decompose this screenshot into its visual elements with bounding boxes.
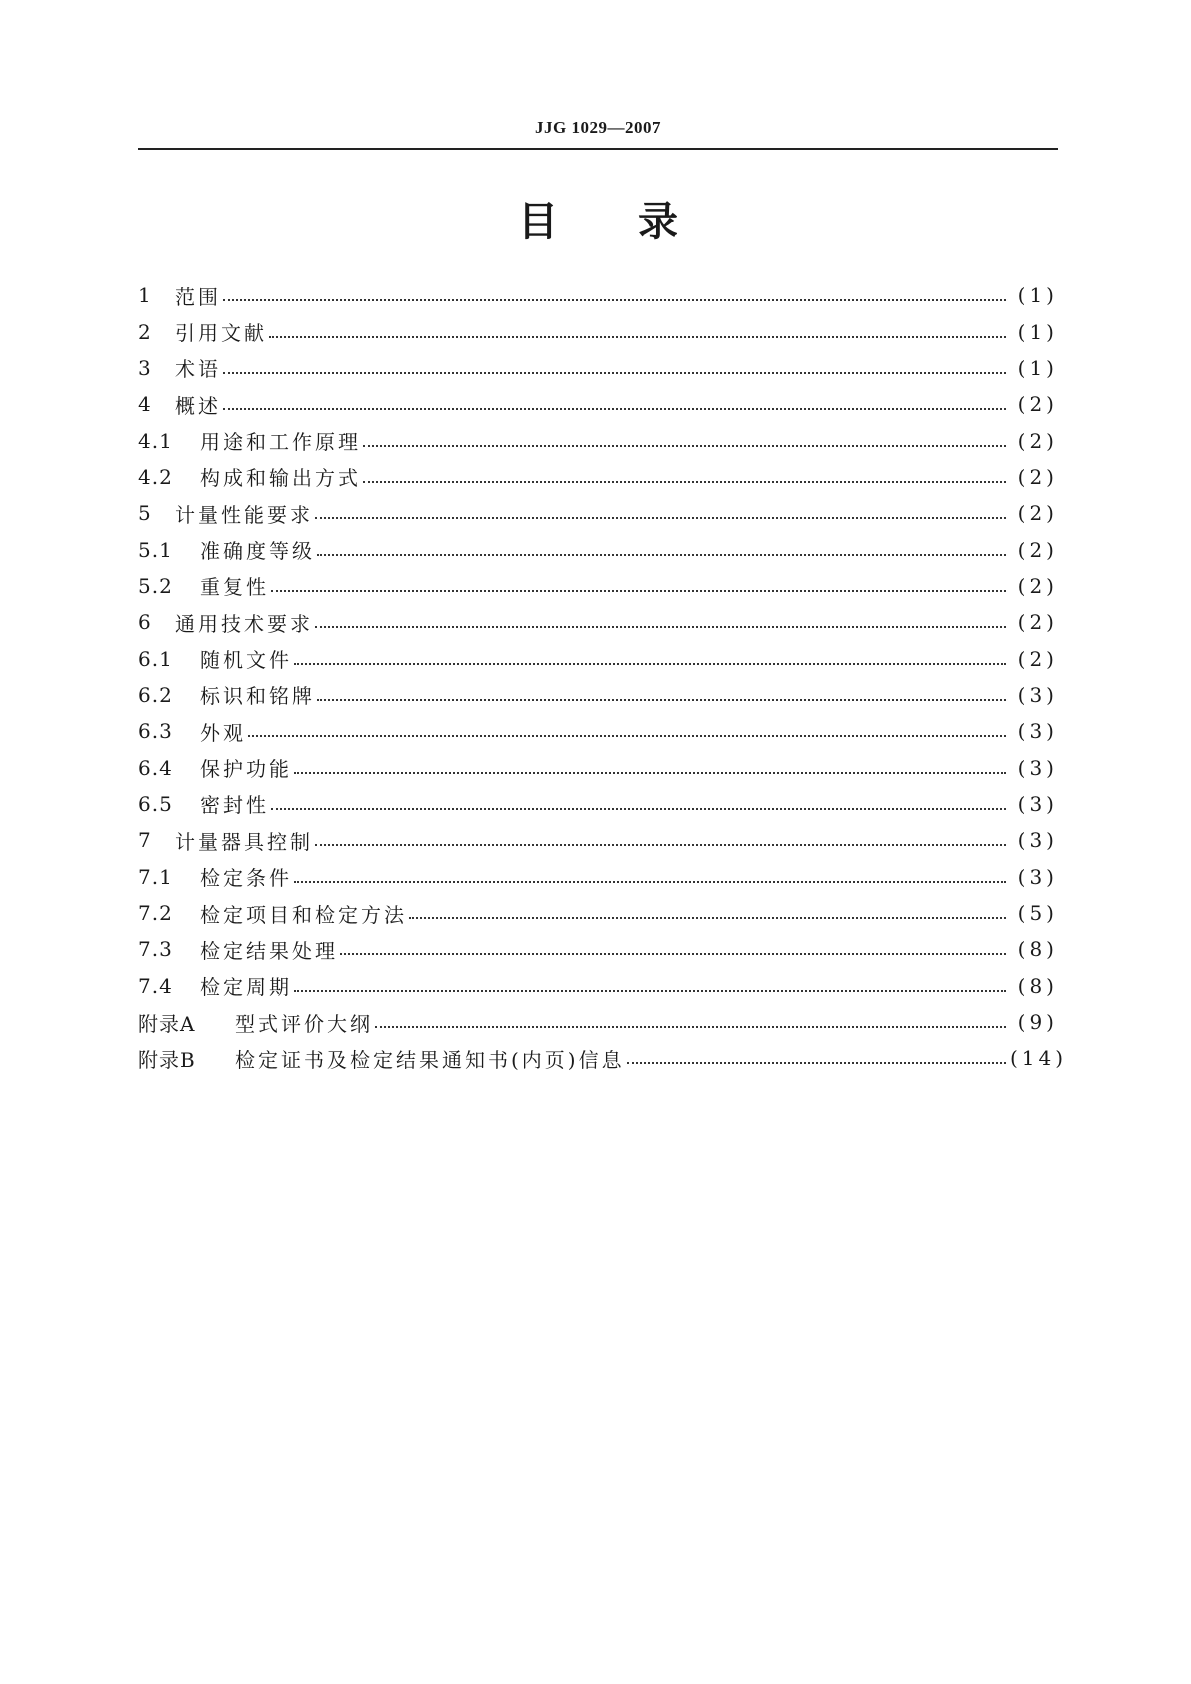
toc-entry-number: 7.1 <box>138 864 173 889</box>
toc-entry-page: (8) <box>1017 973 1058 998</box>
toc-entry-number: 7.4 <box>138 973 173 998</box>
toc-entry-page: (3) <box>1017 682 1058 707</box>
toc-title-char-1: 目 <box>518 199 558 245</box>
toc-entry-number: 6.5 <box>138 791 173 816</box>
toc-entry[interactable] <box>138 968 1058 1004</box>
toc-leader-dots <box>315 830 1006 850</box>
toc-leader-dots <box>294 976 1006 996</box>
toc-entry-number: 5.1 <box>138 537 173 562</box>
toc-entry[interactable] <box>138 531 1058 567</box>
toc-leader-dots <box>294 867 1006 887</box>
toc-leader-dots <box>317 540 1006 560</box>
toc-entry-label: 准确度等级 <box>200 539 315 564</box>
toc-leader-dots <box>409 903 1006 923</box>
toc-entry-label: 检定项目和检定方法 <box>200 902 407 927</box>
toc-entry-number: 6.3 <box>138 719 173 744</box>
toc-entry[interactable] <box>138 859 1058 895</box>
toc-entry-label: 用途和工作原理 <box>200 430 361 455</box>
toc-entry[interactable] <box>138 895 1058 931</box>
toc-entry-label: 重复性 <box>200 575 269 600</box>
toc-entry[interactable] <box>138 350 1058 386</box>
toc-entry-label: 随机文件 <box>200 648 292 673</box>
toc-leader-dots <box>223 285 1006 305</box>
toc-entry-label: 检定结果处理 <box>200 938 338 963</box>
toc-entry-number: 7.3 <box>138 937 173 962</box>
toc-entry-page: (2) <box>1017 646 1058 671</box>
toc-entry-page: (2) <box>1017 501 1058 526</box>
toc-entry-label: 通用技术要求 <box>175 611 313 636</box>
toc-entry-label: 检定条件 <box>200 866 292 891</box>
toc-leader-dots <box>271 576 1006 596</box>
toc-entry-label: 检定周期 <box>200 975 292 1000</box>
toc-leader-dots <box>317 685 1006 705</box>
toc-entry-label: 检定证书及检定结果通知书(内页)信息 <box>235 1047 625 1072</box>
toc-entry-page: (1) <box>1017 319 1058 344</box>
document-code-header: JJG 1029—2007 <box>535 118 661 137</box>
toc-entry-page: (2) <box>1017 573 1058 598</box>
header-divider <box>138 148 1058 150</box>
toc-leader-dots <box>248 721 1006 741</box>
toc-entry-page: (2) <box>1017 392 1058 417</box>
toc-leader-dots <box>363 467 1006 487</box>
toc-leader-dots <box>375 1012 1006 1032</box>
toc-entry[interactable] <box>138 677 1058 713</box>
toc-leader-dots <box>294 758 1006 778</box>
toc-entry-page: (3) <box>1017 791 1058 816</box>
toc-entry-label: 计量器具控制 <box>175 829 313 854</box>
toc-entry-label: 保护功能 <box>200 757 292 782</box>
toc-entry-page: (1) <box>1017 355 1058 380</box>
toc-entry-number: 7 <box>138 828 152 853</box>
toc-leader-dots <box>223 394 1006 414</box>
toc-entry-page: (2) <box>1017 610 1058 635</box>
toc-entry-number: 6.1 <box>138 646 173 671</box>
toc-entry-label: 计量性能要求 <box>175 502 313 527</box>
toc-entry-page: (2) <box>1017 428 1058 453</box>
toc-entry[interactable] <box>138 822 1058 858</box>
toc-entry-number: 4.2 <box>138 464 173 489</box>
toc-entry-page: (14) <box>1010 1046 1068 1071</box>
toc-entry[interactable] <box>138 931 1058 967</box>
toc-entry[interactable] <box>138 495 1058 531</box>
toc-entry-number: 4 <box>138 392 152 417</box>
toc-entry-number: 5.2 <box>138 573 173 598</box>
toc-leader-dots <box>315 503 1006 523</box>
toc-entry-number: 6.2 <box>138 682 173 707</box>
toc-title-char-2: 录 <box>638 199 678 245</box>
toc-entry-number: 附录B <box>138 1047 196 1072</box>
toc-leader-dots <box>627 1048 1006 1068</box>
toc-entry-number: 6 <box>138 610 152 635</box>
toc-entry[interactable] <box>138 786 1058 822</box>
toc-entry-page: (3) <box>1017 755 1058 780</box>
toc-entry-label: 引用文献 <box>175 321 267 346</box>
toc-entry[interactable] <box>138 749 1058 785</box>
table-of-contents <box>138 277 1068 1077</box>
toc-entry-page: (3) <box>1017 719 1058 744</box>
toc-title <box>138 196 1058 248</box>
toc-leader-dots <box>271 794 1006 814</box>
toc-entry-label: 标识和铭牌 <box>200 684 315 709</box>
toc-entry-label: 构成和输出方式 <box>200 466 361 491</box>
toc-entry[interactable] <box>138 277 1058 313</box>
toc-entry-number: 3 <box>138 355 152 380</box>
toc-entry[interactable] <box>138 1040 1068 1076</box>
toc-entry[interactable] <box>138 604 1058 640</box>
toc-entry[interactable] <box>138 640 1058 676</box>
toc-leader-dots <box>363 431 1006 451</box>
toc-entry-page: (1) <box>1017 283 1058 308</box>
toc-entry-page: (9) <box>1017 1010 1058 1035</box>
toc-entry[interactable] <box>138 422 1058 458</box>
toc-entry[interactable] <box>138 1004 1058 1040</box>
toc-entry-number: 1 <box>138 283 152 308</box>
toc-entry[interactable] <box>138 386 1058 422</box>
toc-entry-number: 2 <box>138 319 152 344</box>
toc-entry-label: 术语 <box>175 357 221 382</box>
toc-entry-page: (2) <box>1017 537 1058 562</box>
toc-entry-page: (3) <box>1017 828 1058 853</box>
toc-leader-dots <box>340 939 1006 959</box>
toc-leader-dots <box>294 649 1006 669</box>
toc-entry-number: 5 <box>138 501 152 526</box>
toc-entry[interactable] <box>138 713 1058 749</box>
toc-leader-dots <box>223 358 1006 378</box>
toc-leader-dots <box>269 322 1006 342</box>
toc-entry-number: 4.1 <box>138 428 173 453</box>
toc-entry[interactable] <box>138 313 1058 349</box>
toc-entry-page: (8) <box>1017 937 1058 962</box>
toc-entry[interactable] <box>138 568 1058 604</box>
toc-entry-label: 概述 <box>175 393 221 418</box>
toc-entry-page: (3) <box>1017 864 1058 889</box>
toc-leader-dots <box>315 612 1006 632</box>
toc-entry-label: 型式评价大纲 <box>235 1011 373 1036</box>
toc-entry-page: (5) <box>1017 901 1058 926</box>
toc-entry-label: 范围 <box>175 284 221 309</box>
toc-entry-number: 7.2 <box>138 901 173 926</box>
toc-entry-number: 6.4 <box>138 755 173 780</box>
toc-entry-page: (2) <box>1017 464 1058 489</box>
toc-entry[interactable] <box>138 459 1058 495</box>
toc-entry-number: 附录A <box>138 1011 196 1036</box>
toc-entry-label: 外观 <box>200 720 246 745</box>
toc-entry-label: 密封性 <box>200 793 269 818</box>
